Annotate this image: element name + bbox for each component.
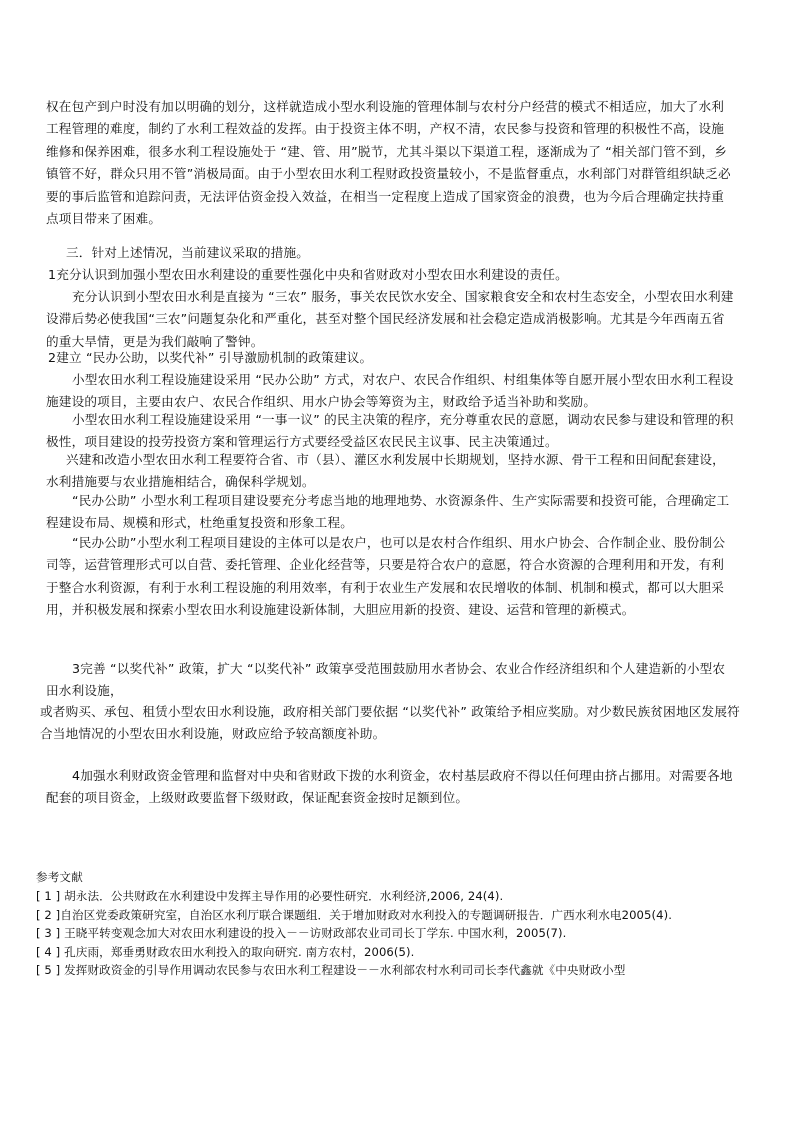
item2-paragraph-4: “民办公助” 小型水利工程项目建设要充分考虑当地的地理地势、水资源条件、生产实际需要和投资可能，合理确定工程建设布局、规模和形式，杜绝重复投资和形象工程。 <box>46 493 730 531</box>
intro-paragraph: 权在包产到户时没有加以明确的划分，这样就造成小型水利设施的管理体制与农村分户经营的模式不相适应，加大了水利工程管理的难度，制约了水利工程效益的发挥。由于投资主体不明，产权不清，农民参与投资和管理的积极性不高，设施维修和保养困难，很多水利工程设施处于 “建、管、用”脱节，尤其斗渠以下渠道工程，逐渐成为了 “相关部门管不到，乡镇管不好，群众只用不管”消极局面。由于小型农田水利工程财政投资量较小，不是监督重点，水利部门对群管组织缺乏必要的事后监管和追踪问责，无法评估资金投入效益，在相当一定程度上造成了国家资金的浪费，也为今后合理确定扶持重点项目带来了困难。 <box>46 99 731 227</box>
references-list <box>36 887 756 980</box>
item2-heading: 2建立 “民办公助，以奖代补” 引导激励机制的政策建议。 <box>48 350 373 365</box>
item3-line-2: 或者购买、承包、租赁小型农田水利设施，政府相关部门要依据 “以奖代补” 政策给予相应奖励。对少数民族贫困地区发展符合当地情况的小型农田水利设施，财政应给予较高额度补助。 <box>40 704 740 742</box>
references-title: 参考文献 <box>36 870 83 884</box>
item1-paragraph: 充分认识到小型农田水利是直接为 “三农” 服务，事关农民饮水安全、国家粮食安全和农村生态安全，小型农田水利建设滞后势必使我国“三农”问题复杂化和严重化，甚至对整个国民经济发展和社会稳定造成消极影响。尤其是今年西南五省的重大旱情，更是为我们敲响了警钟。 <box>46 289 734 349</box>
reference-item: [ 5 ] 发挥财政资金的引导作用调动农民参与农田水利工程建设－－水利部农村水利司司长李代鑫就《中央财政小型 <box>36 963 626 978</box>
item2-paragraph-1: 小型农田水利工程设施建设采用 “民办公助” 方式，对农户、农民合作组织、村组集体等自愿开展小型农田水利工程设施建设的项目，主要由农户、农民合作组织、用水户协会等筹资为主，财政给予适当补助和奖励。 <box>46 372 734 410</box>
section3-heading: 三．针对上述情况，当前建议采取的措施。 <box>66 245 310 260</box>
item3-line-1: 3完善 “以奖代补” 政策，扩大 “以奖代补” 政策享受范围鼓励用水者协会、农业合作经济组织和个人建造新的小型农田水利设施， <box>46 661 726 699</box>
reference-item: [ 1 ] 胡永法．公共财政在水利建设中发挥主导作用的必要性研究．水利经济,2006, 24(4). <box>36 889 504 903</box>
item4-paragraph: 4加强水利财政资金管理和监督对中央和省财政下拨的水利资金，农村基层政府不得以任何理由挤占挪用。对需要各地配套的项目资金，上级财政要监督下级财政，保证配套资金按时足额到位。 <box>46 768 733 806</box>
reference-item: [ 3 ] 王晓平转变观念加大对农田水利建设的投入－－访财政部农业司司长丁学东. 中国水利，2005(7). <box>36 926 567 941</box>
item2-paragraph-2: 小型农田水利工程设施建设采用 “一事一议” 的民主决策的程序，充分尊重农民的意愿，调动农民参与建设和管理的积极性，项目建设的投劳投资方案和管理运行方式要经受益区农民民主议事、民主决策通过。 <box>46 412 734 450</box>
item2-paragraph-3: 兴建和改造小型农田水利工程要符合省、市（县）、灌区水利发展中长期规划，坚持水源、骨干工程和田间配套建设，水利措施要与农业措施相结合，确保科学规划。 <box>46 452 725 490</box>
reference-item: [ 2 ]自治区党委政策研究室，自治区水利厅联合课题组．关于增加财政对水利投入的专题调研报告．广西水利水电2005(4). <box>36 907 673 922</box>
reference-item: [ 4 ] 孔庆雨，郑垂勇财政农田水利投入的取向研究. 南方农村，2006(5). <box>36 944 415 959</box>
item1-heading: 1充分认识到加强小型农田水利建设的重要性强化中央和省财政对小型农田水利建设的责任。 <box>48 267 568 282</box>
item2-paragraph-5: “民办公助”小型水利工程项目建设的主体可以是农户，也可以是农村合作组织、用水户协会、合作制企业、股份制公司等，运营管理形式可以自营、委托管理、企业化经营等，只要是符合农户的意愿，符合水资源的合理利用和开发，有利于整合水利资源，有利于水利工程设施的利用效率，有利于农业生产发展和农民增收的体制、机制和模式，都可以大胆采用，并积极发展和探索小型农田水利设施建设新体制，大胆应用新的投资、建设、运营和管理的新模式。 <box>46 535 726 618</box>
